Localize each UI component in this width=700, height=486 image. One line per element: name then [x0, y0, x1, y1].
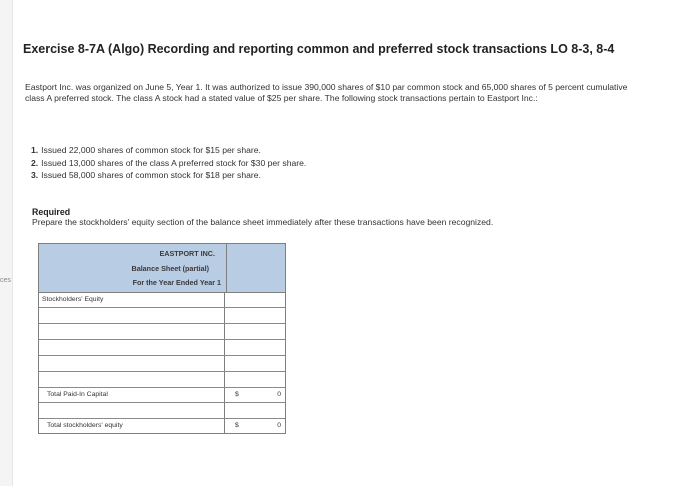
line-label-input[interactable] [39, 324, 225, 339]
transaction-item: 1. Issued 22,000 shares of common stock for $15 per share. [31, 145, 261, 155]
transaction-item: 2. Issued 13,000 shares of the class A preferred stock for $30 per share. [31, 157, 307, 168]
line-label-input[interactable] [39, 340, 225, 355]
equity-line-row [39, 356, 285, 372]
statement-title: Balance Sheet (partial) [131, 264, 209, 273]
exercise-intro: Eastport Inc. was organized on June 5, Year 1. It was authorized to issue 390,000 shares of $10 par common stock and 65,000 shares of 5 percent cumulative class A preferred stock. The class A stock had a stated value of $25 per share. The following stock transactions pertain to Eastport Inc.: [25, 82, 628, 103]
line-label-input[interactable] [39, 356, 225, 371]
equity-line-row [39, 403, 285, 419]
statement-period: For the Year Ended Year 1 [132, 278, 221, 287]
line-amount-input[interactable] [225, 324, 285, 339]
equity-line-row [39, 308, 285, 324]
total-equity-row [39, 419, 285, 433]
equity-line-row [39, 372, 285, 388]
header-amount-column [226, 244, 285, 292]
currency-symbol: $ [235, 422, 239, 429]
total-paid-in-row [39, 388, 285, 403]
exercise-title: Exercise 8-7A (Algo) Recording and reporting common and preferred stock transactions LO 8-3, 8-4 [23, 42, 615, 56]
total-paid-in-amount [225, 388, 285, 402]
total-paid-in-value: 0 [277, 391, 281, 398]
total-paid-in-label: Total Paid-In Capital [39, 388, 225, 402]
line-amount-input[interactable] [225, 340, 285, 355]
line-amount-input[interactable] [225, 356, 285, 371]
required-text: Prepare the stockholders' equity section of the balance sheet immediately after these transactions have been recognized. [32, 217, 494, 227]
equity-line-row [39, 324, 285, 340]
balance-sheet-header [39, 244, 285, 293]
line-amount-input[interactable] [225, 308, 285, 323]
total-equity-amount [225, 419, 285, 433]
line-label-input[interactable] [39, 372, 225, 387]
section-label-row [39, 293, 285, 308]
transaction-list [31, 144, 306, 182]
required-heading: Required [32, 207, 71, 217]
total-equity-value: 0 [277, 422, 281, 429]
line-label-input[interactable] [39, 308, 225, 323]
line-amount-input[interactable] [225, 372, 285, 387]
equity-line-row [39, 340, 285, 356]
line-amount-input[interactable] [225, 403, 285, 418]
stockholders-equity-label: Stockholders' Equity [39, 293, 225, 307]
company-name: EASTPORT INC. [159, 249, 215, 258]
line-label-input[interactable] [39, 403, 225, 418]
balance-sheet-table [38, 243, 286, 434]
currency-symbol: $ [235, 391, 239, 398]
transaction-item: 3. Issued 58,000 shares of common stock for $18 per share. [31, 170, 261, 180]
total-equity-label: Total stockholders' equity [39, 419, 225, 433]
left-sidebar-rail [0, 0, 13, 486]
rail-text: ces [0, 277, 11, 284]
